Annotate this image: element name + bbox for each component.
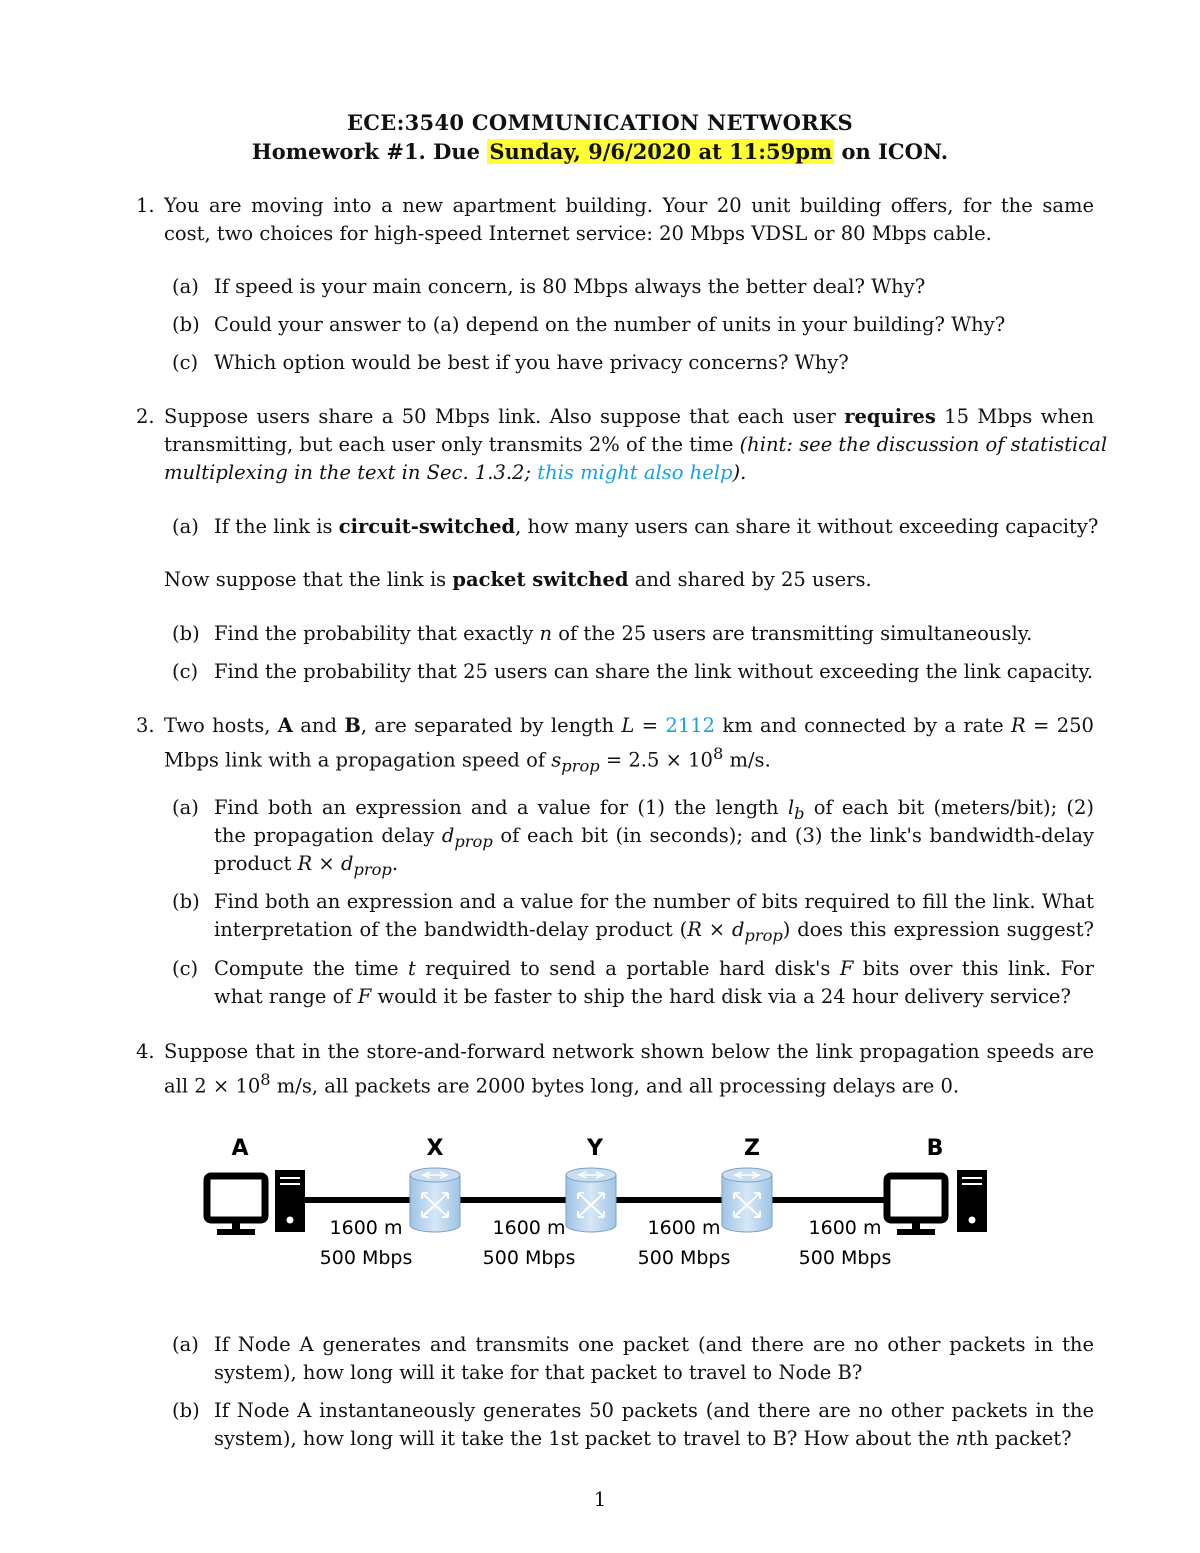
host-a-computer-icon bbox=[207, 1170, 305, 1235]
q1-number: 1. bbox=[136, 194, 155, 217]
node-label-z: Z bbox=[744, 1136, 760, 1161]
q4b-line2: system), how long will it take the 1st packet to travel to B? How about the nth packet? bbox=[214, 1427, 1072, 1450]
q1c-text: Which option would be best if you have privacy concerns? Why? bbox=[214, 351, 849, 374]
link-2-length: 1600 m bbox=[492, 1217, 566, 1239]
link-1-length: 1600 m bbox=[329, 1217, 403, 1239]
q3a-line2: the propagation delay $d_{prop}$ of each bit (in seconds); and (3) the link's bandwidth-delay bbox=[214, 824, 1094, 851]
node-label-a: A bbox=[231, 1136, 249, 1161]
q3-line1: Two hosts, A and B, are separated by length L = 2112 km and connected by a rate R = 250 bbox=[164, 714, 1094, 737]
page-number: 1 bbox=[593, 1488, 607, 1511]
q2-packet-switched-line: Now suppose that the link is packet switched and shared by 25 users. bbox=[164, 568, 872, 591]
q1-line2: cost, two choices for high-speed Internet service: 20 Mbps VDSL or 80 Mbps cable. bbox=[164, 222, 992, 245]
q3b-line1: Find both an expression and a value for the number of bits required to fill the link. What bbox=[214, 890, 1094, 913]
q3a-line3: product $R \times d_{prop}$. bbox=[214, 852, 399, 879]
q3c-line2: what range of F would it be faster to ship the hard disk via a 24 hour delivery service? bbox=[214, 985, 1071, 1008]
q1-line1: You are moving into a new apartment building. Your 20 unit building offers, for the same bbox=[164, 194, 1094, 217]
q1a-label: (a) bbox=[172, 275, 199, 298]
q4a-line2: system), how long will it take for that packet to travel to Node B? bbox=[214, 1361, 863, 1384]
course-title: ECE:3540 COMMUNICATION NETWORKS bbox=[346, 110, 854, 135]
q2b-text: Find the probability that exactly n of the 25 users are transmitting simultaneously. bbox=[214, 622, 1033, 645]
q2-line1: Suppose users share a 50 Mbps link. Also suppose that each user requires 15 Mbps when bbox=[164, 405, 1094, 428]
q2b-label: (b) bbox=[172, 622, 200, 645]
host-b-computer-icon bbox=[887, 1170, 987, 1235]
router-x-icon bbox=[410, 1168, 460, 1232]
q1c-label: (c) bbox=[172, 351, 199, 374]
q2a-label: (a) bbox=[172, 515, 199, 538]
q1a-text: If speed is your main concern, is 80 Mbps always the better deal? Why? bbox=[214, 275, 926, 298]
network-diagram bbox=[195, 1130, 1015, 1280]
q3a-label: (a) bbox=[172, 796, 199, 819]
q4a-line1: If Node A generates and transmits one packet (and there are no other packets in the bbox=[214, 1333, 1094, 1356]
q1b-text: Could your answer to (a) depend on the number of units in your building? Why? bbox=[214, 313, 1006, 336]
q2a-text: If the link is circuit-switched, how many users can share it without exceeding capacity? bbox=[214, 515, 1099, 538]
router-y-icon bbox=[566, 1168, 616, 1232]
link-1-rate: 500 Mbps bbox=[319, 1247, 413, 1269]
q3a-line1: Find both an expression and a value for (1) the length $l_b$ of each bit (meters/bit); (2) bbox=[214, 796, 1095, 823]
node-label-b: B bbox=[926, 1136, 944, 1161]
q2-line2: transmitting, but each user only transmits 2% of the time (hint: see the discussion of statistical bbox=[164, 433, 1108, 456]
homework-due-line: Homework #1. Due Sunday, 9/6/2020 at 11:59pm on ICON. bbox=[251, 139, 949, 164]
q3c-line1: Compute the time t required to send a portable hard disk's F bits over this link. For bbox=[214, 957, 1094, 980]
q3-line2: Mbps link with a propagation speed of $s_{prop} = 2.5 \times 10^8$ m/s. bbox=[164, 744, 771, 776]
q3-number: 3. bbox=[136, 714, 155, 737]
link-4-length: 1600 m bbox=[808, 1217, 882, 1239]
node-label-x: X bbox=[426, 1136, 444, 1161]
q4-number: 4. bbox=[136, 1040, 155, 1063]
link-4-rate: 500 Mbps bbox=[798, 1247, 892, 1269]
q4a-label: (a) bbox=[172, 1333, 199, 1356]
q2c-text: Find the probability that 25 users can share the link without exceeding the link capacity. bbox=[214, 660, 1094, 683]
q2-number: 2. bbox=[136, 405, 155, 428]
q3b-label: (b) bbox=[172, 890, 200, 913]
node-label-y: Y bbox=[587, 1136, 603, 1161]
q1b-label: (b) bbox=[172, 313, 200, 336]
q4-line1: Suppose that in the store-and-forward network shown below the link propagation speeds are bbox=[164, 1040, 1094, 1063]
length-value: 2112 bbox=[665, 714, 716, 737]
q3b-line2: interpretation of the bandwidth-delay product $(R \times d_{prop})$ does this expression suggest? bbox=[214, 918, 1094, 945]
q4b-line1: If Node A instantaneously generates 50 packets (and there are no other packets in the bbox=[214, 1399, 1094, 1422]
help-link[interactable]: this might also help bbox=[537, 461, 733, 484]
link-3-rate: 500 Mbps bbox=[637, 1247, 731, 1269]
q2c-label: (c) bbox=[172, 660, 199, 683]
due-date-highlight: Sunday, 9/6/2020 at 11:59pm bbox=[489, 139, 833, 164]
q4b-label: (b) bbox=[172, 1399, 200, 1422]
q4-line2: all $2 \times 10^8$ m/s, all packets are 2000 bytes long, and all processing delays are 0. bbox=[164, 1070, 960, 1098]
link-2-rate: 500 Mbps bbox=[482, 1247, 576, 1269]
link-3-length: 1600 m bbox=[647, 1217, 721, 1239]
q3c-label: (c) bbox=[172, 957, 199, 980]
q2-line3: multiplexing in the text in Sec. 1.3.2; this might also help). bbox=[164, 461, 747, 484]
router-z-icon bbox=[722, 1168, 772, 1232]
